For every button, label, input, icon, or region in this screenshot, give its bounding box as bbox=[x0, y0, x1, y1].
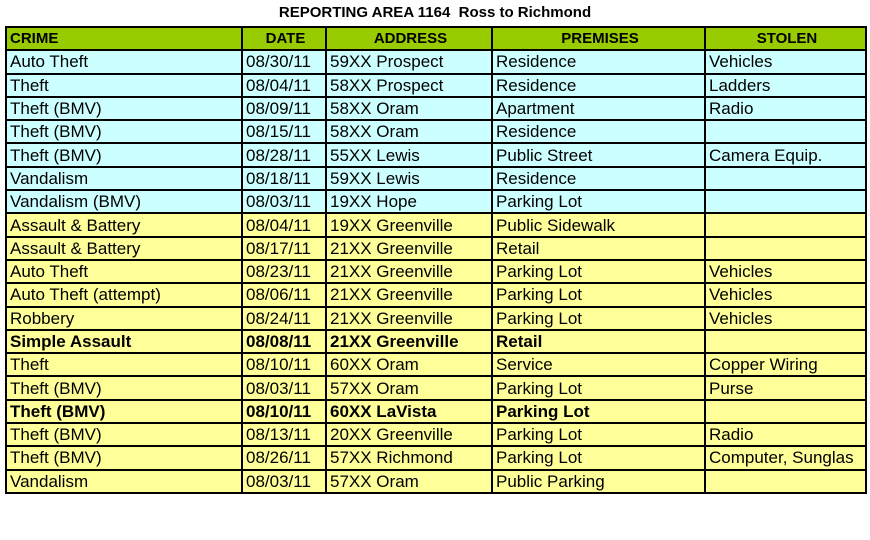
cell-stolen bbox=[705, 470, 866, 493]
table-row bbox=[6, 307, 866, 330]
cell-date: 08/10/11 bbox=[242, 400, 326, 423]
cell-stolen: Vehicles bbox=[705, 307, 866, 330]
table-row bbox=[6, 330, 866, 353]
header-address: ADDRESS bbox=[326, 27, 492, 50]
table-row bbox=[6, 446, 866, 469]
cell-stolen: Radio bbox=[705, 97, 866, 120]
cell-date: 08/09/11 bbox=[242, 97, 326, 120]
cell-stolen bbox=[705, 330, 866, 353]
cell-date: 08/23/11 bbox=[242, 260, 326, 283]
cell-date: 08/24/11 bbox=[242, 307, 326, 330]
table-row bbox=[6, 400, 866, 423]
cell-date: 08/15/11 bbox=[242, 120, 326, 143]
cell-address: 58XX Oram bbox=[326, 97, 492, 120]
cell-date: 08/03/11 bbox=[242, 376, 326, 399]
cell-premises: Retail bbox=[492, 330, 705, 353]
cell-crime: Vandalism (BMV) bbox=[6, 190, 242, 213]
cell-stolen: Ladders bbox=[705, 74, 866, 97]
cell-stolen bbox=[705, 190, 866, 213]
cell-premises: Parking Lot bbox=[492, 190, 705, 213]
cell-address: 57XX Richmond bbox=[326, 446, 492, 469]
table-row bbox=[6, 143, 866, 166]
table-row bbox=[6, 97, 866, 120]
cell-premises: Residence bbox=[492, 167, 705, 190]
cell-crime: Theft (BMV) bbox=[6, 376, 242, 399]
cell-crime: Theft (BMV) bbox=[6, 423, 242, 446]
cell-address: 21XX Greenville bbox=[326, 237, 492, 260]
cell-stolen bbox=[705, 213, 866, 236]
cell-stolen: Camera Equip. bbox=[705, 143, 866, 166]
cell-address: 57XX Oram bbox=[326, 376, 492, 399]
cell-premises: Parking Lot bbox=[492, 400, 705, 423]
cell-address: 58XX Prospect bbox=[326, 74, 492, 97]
cell-stolen bbox=[705, 400, 866, 423]
cell-address: 21XX Greenville bbox=[326, 260, 492, 283]
cell-premises: Retail bbox=[492, 237, 705, 260]
cell-premises: Parking Lot bbox=[492, 283, 705, 306]
cell-premises: Residence bbox=[492, 50, 705, 73]
cell-address: 19XX Greenville bbox=[326, 213, 492, 236]
cell-stolen bbox=[705, 167, 866, 190]
crime-table bbox=[5, 26, 867, 494]
table-row bbox=[6, 237, 866, 260]
cell-stolen: Purse bbox=[705, 376, 866, 399]
table-body bbox=[6, 50, 866, 493]
cell-crime: Auto Theft bbox=[6, 260, 242, 283]
cell-date: 08/10/11 bbox=[242, 353, 326, 376]
table-row bbox=[6, 260, 866, 283]
table-row bbox=[6, 213, 866, 236]
cell-stolen: Vehicles bbox=[705, 283, 866, 306]
cell-address: 59XX Prospect bbox=[326, 50, 492, 73]
cell-address: 21XX Greenville bbox=[326, 330, 492, 353]
cell-crime: Assault & Battery bbox=[6, 237, 242, 260]
cell-address: 20XX Greenville bbox=[326, 423, 492, 446]
cell-crime: Theft (BMV) bbox=[6, 400, 242, 423]
cell-premises: Parking Lot bbox=[492, 260, 705, 283]
cell-crime: Theft (BMV) bbox=[6, 97, 242, 120]
cell-date: 08/03/11 bbox=[242, 470, 326, 493]
cell-date: 08/13/11 bbox=[242, 423, 326, 446]
header-stolen: STOLEN bbox=[705, 27, 866, 50]
table-row bbox=[6, 423, 866, 446]
cell-crime: Assault & Battery bbox=[6, 213, 242, 236]
cell-address: 58XX Oram bbox=[326, 120, 492, 143]
cell-crime: Robbery bbox=[6, 307, 242, 330]
cell-premises: Residence bbox=[492, 74, 705, 97]
report-title: REPORTING AREA 1164 Ross to Richmond bbox=[278, 4, 592, 21]
cell-premises: Parking Lot bbox=[492, 446, 705, 469]
table-row bbox=[6, 376, 866, 399]
cell-stolen bbox=[705, 120, 866, 143]
cell-address: 55XX Lewis bbox=[326, 143, 492, 166]
cell-premises: Parking Lot bbox=[492, 423, 705, 446]
table-row bbox=[6, 353, 866, 376]
cell-stolen: Vehicles bbox=[705, 50, 866, 73]
header-date: DATE bbox=[242, 27, 326, 50]
cell-stolen bbox=[705, 237, 866, 260]
table-row bbox=[6, 74, 866, 97]
cell-stolen: Computer, Sunglas bbox=[705, 446, 866, 469]
cell-crime: Auto Theft (attempt) bbox=[6, 283, 242, 306]
table-row bbox=[6, 283, 866, 306]
cell-premises: Apartment bbox=[492, 97, 705, 120]
cell-address: 57XX Oram bbox=[326, 470, 492, 493]
cell-address: 60XX LaVista bbox=[326, 400, 492, 423]
cell-premises: Public Sidewalk bbox=[492, 213, 705, 236]
table-row bbox=[6, 190, 866, 213]
cell-date: 08/18/11 bbox=[242, 167, 326, 190]
cell-date: 08/04/11 bbox=[242, 213, 326, 236]
cell-address: 21XX Greenville bbox=[326, 307, 492, 330]
cell-crime: Simple Assault bbox=[6, 330, 242, 353]
table-row bbox=[6, 167, 866, 190]
cell-crime: Auto Theft bbox=[6, 50, 242, 73]
cell-crime: Vandalism bbox=[6, 470, 242, 493]
cell-address: 19XX Hope bbox=[326, 190, 492, 213]
table-row bbox=[6, 470, 866, 493]
cell-date: 08/28/11 bbox=[242, 143, 326, 166]
cell-date: 08/30/11 bbox=[242, 50, 326, 73]
cell-date: 08/17/11 bbox=[242, 237, 326, 260]
cell-address: 21XX Greenville bbox=[326, 283, 492, 306]
cell-stolen: Vehicles bbox=[705, 260, 866, 283]
cell-premises: Parking Lot bbox=[492, 376, 705, 399]
cell-crime: Theft bbox=[6, 353, 242, 376]
table-row bbox=[6, 50, 866, 73]
cell-premises: Parking Lot bbox=[492, 307, 705, 330]
table-row bbox=[6, 120, 866, 143]
header-crime: CRIME bbox=[6, 27, 242, 50]
cell-crime: Theft (BMV) bbox=[6, 446, 242, 469]
cell-date: 08/26/11 bbox=[242, 446, 326, 469]
cell-stolen: Radio bbox=[705, 423, 866, 446]
cell-address: 59XX Lewis bbox=[326, 167, 492, 190]
cell-date: 08/06/11 bbox=[242, 283, 326, 306]
header-premises: PREMISES bbox=[492, 27, 705, 50]
cell-address: 60XX Oram bbox=[326, 353, 492, 376]
cell-date: 08/04/11 bbox=[242, 74, 326, 97]
cell-premises: Public Parking bbox=[492, 470, 705, 493]
cell-premises: Public Street bbox=[492, 143, 705, 166]
cell-stolen: Copper Wiring bbox=[705, 353, 866, 376]
cell-date: 08/03/11 bbox=[242, 190, 326, 213]
cell-premises: Residence bbox=[492, 120, 705, 143]
cell-premises: Service bbox=[492, 353, 705, 376]
cell-crime: Theft (BMV) bbox=[6, 143, 242, 166]
cell-crime: Theft (BMV) bbox=[6, 120, 242, 143]
cell-date: 08/08/11 bbox=[242, 330, 326, 353]
cell-crime: Theft bbox=[6, 74, 242, 97]
header-row bbox=[6, 27, 866, 50]
cell-crime: Vandalism bbox=[6, 167, 242, 190]
